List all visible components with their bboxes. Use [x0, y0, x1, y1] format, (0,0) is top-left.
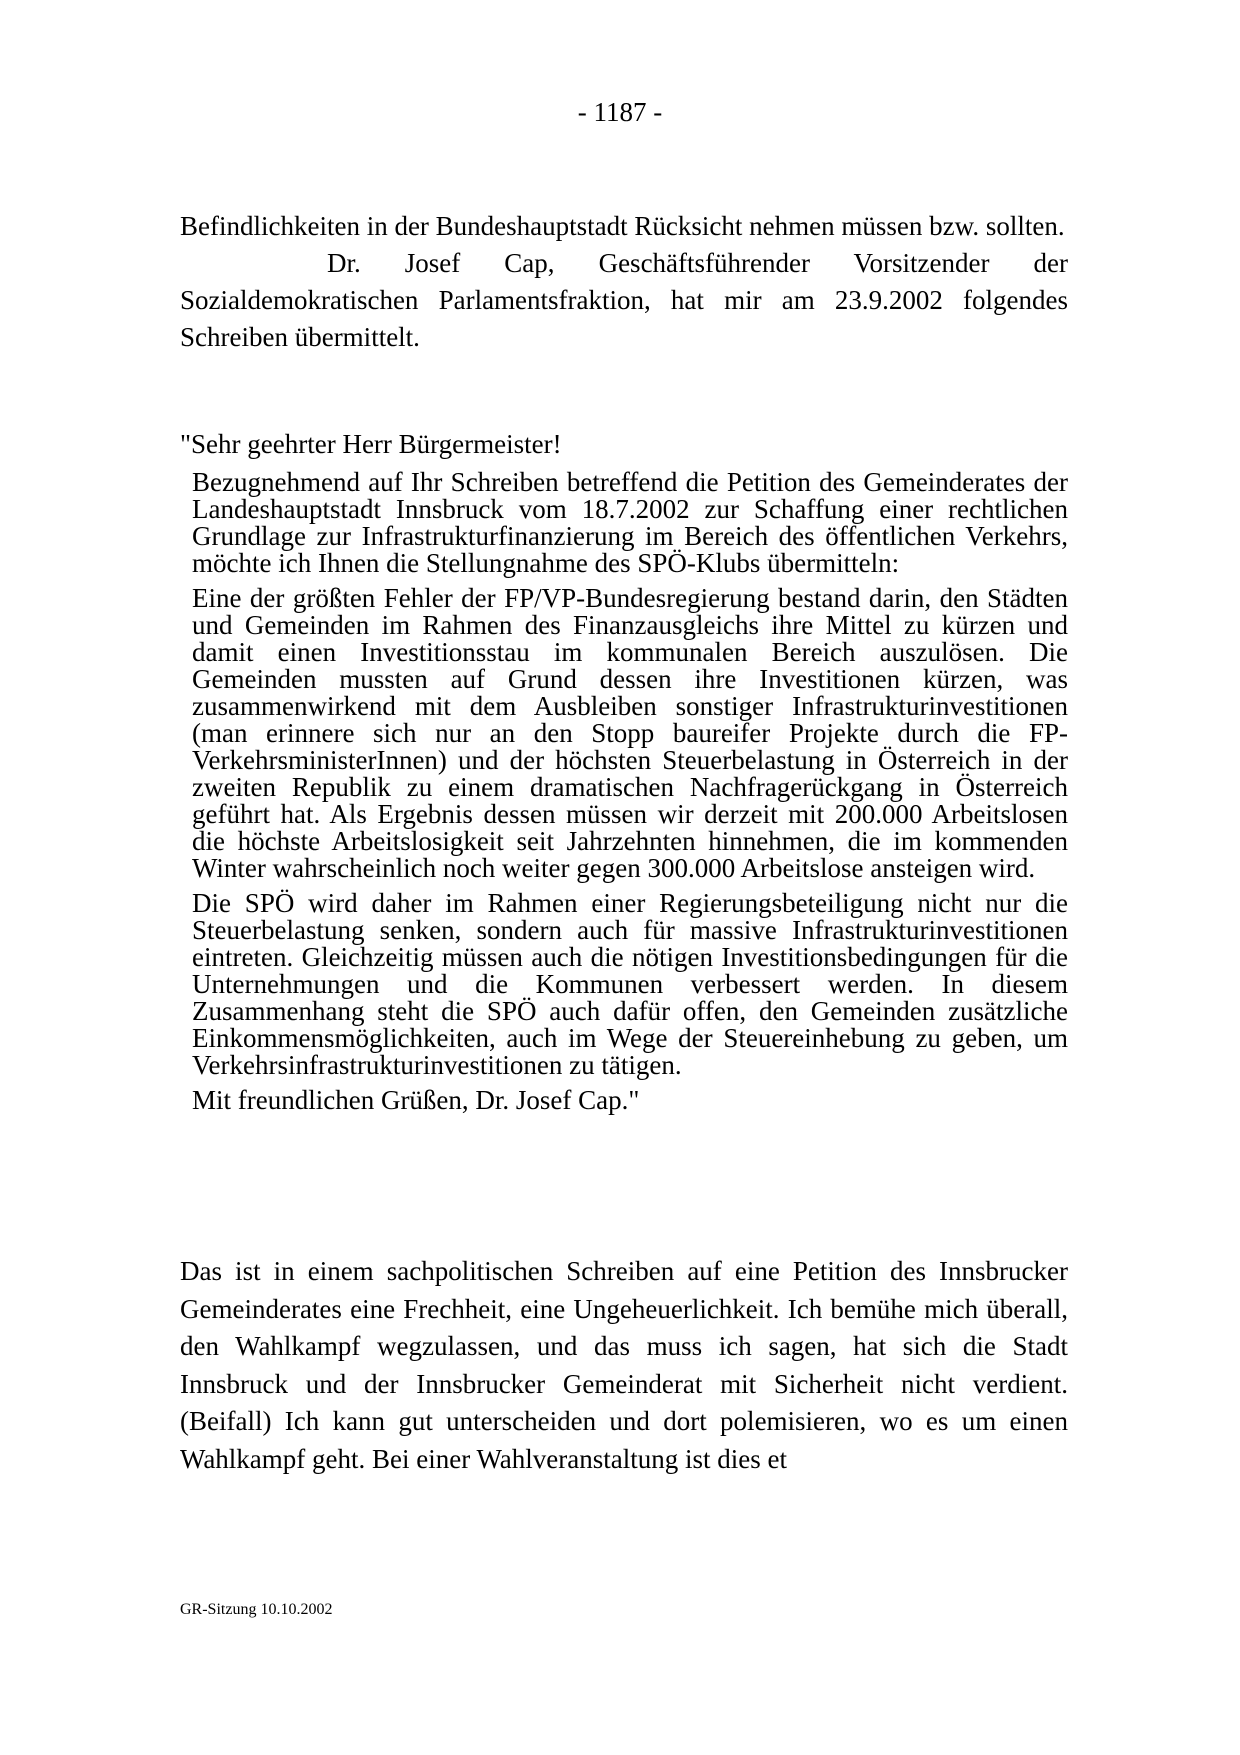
intro-paragraph-2: Dr. Josef Cap, Geschäftsführender Vorsitzender der Sozialdemokratischen Parlamentsfraktion, hat mir am 23.9.2002 folgendes Schreiben übermittelt.: [180, 248, 1068, 352]
intro-paragraph-1: Befindlichkeiten in der Bundeshauptstadt Rücksicht nehmen müssen bzw. sollten.: [180, 211, 1065, 241]
page-number: - 1187 -: [577, 97, 663, 127]
letter-salutation: "Sehr geehrter Herr Bürgermeister!: [180, 429, 562, 459]
page-footer: GR-Sitzung 10.10.2002: [180, 1601, 333, 1618]
letter-signoff: Mit freundlichen Grüßen, Dr. Josef Cap.": [192, 1085, 640, 1115]
letter-body: [192, 469, 1068, 1122]
closing-paragraph-text: Das ist in einem sachpolitischen Schreiben auf eine Petition des Innsbrucker Gemeinderates eine Frechheit, eine Ungeheuerlichkeit. Ich bemühe mich überall, den Wahlkampf wegzulassen, und das muss ich sagen, hat sich die Stadt Innsbruck und der Innsbrucker Gemeinderat mit Sicherheit nicht verdient. (Beifall) Ich kann gut unterscheiden und dort polemisieren, wo es um einen Wahlkampf geht. Bei einer Wahlveranstaltung ist dies et: [180, 1256, 1068, 1474]
letter-paragraph-1: Bezugnehmend auf Ihr Schreiben betreffend die Petition des Gemeinderates der Landeshauptstadt Innsbruck vom 18.7.2002 zur Schaffung einer rechtlichen Grundlage zur Infrastrukturfinanzierung im Bereich des öffentlichen Verkehrs, möchte ich Ihnen die Stellungnahme des SPÖ-Klubs übermitteln:: [192, 467, 1068, 578]
closing-paragraph: [180, 1253, 1068, 1478]
letter-paragraph-2: Eine der größten Fehler der FP/VP-Bundesregierung bestand darin, den Städten und Gemeinden im Rahmen des Finanzausgleichs ihre Mittel zu kürzen und damit einen Investitionsstau im kommunalen Bereich auszulösen. Die Gemeinden mussten auf Grund dessen ihre Investitionen kürzen, was zusammenwirkend mit dem Ausbleiben sonstiger Infrastrukturinvestitionen (man erinnere sich nur an den Stopp baureifer Projekte durch die FP-VerkehrsministerInnen) und der höchsten Steuerbelastung in Österreich in der zweiten Republik zu einem dramatischen Nachfragerückgang in Österreich geführt hat. Als Ergebnis dessen müssen wir derzeit mit 200.000 Arbeitslosen die höchste Arbeitslosigkeit seit Jahrzehnten hinnehmen, die im kommenden Winter wahrscheinlich noch weiter gegen 300.000 Arbeitslose ansteigen wird.: [192, 583, 1068, 883]
intro-section: [180, 208, 1068, 356]
letter-paragraph-3: Die SPÖ wird daher im Rahmen einer Regierungsbeteiligung nicht nur die Steuerbelastung senken, sondern auch für massive Infrastrukturinvestitionen eintreten. Gleichzeitig müssen auch die nötigen Investitionsbedingungen für die Unternehmungen und die Kommunen verbessert werden. In diesem Zusammenhang steht die SPÖ auch dafür offen, den Gemeinden zusätzliche Einkommensmöglichkeiten, auch im Wege der Steuereinhebung zu geben, um Verkehrsinfrastrukturinvestitionen zu tätigen.: [192, 888, 1068, 1080]
